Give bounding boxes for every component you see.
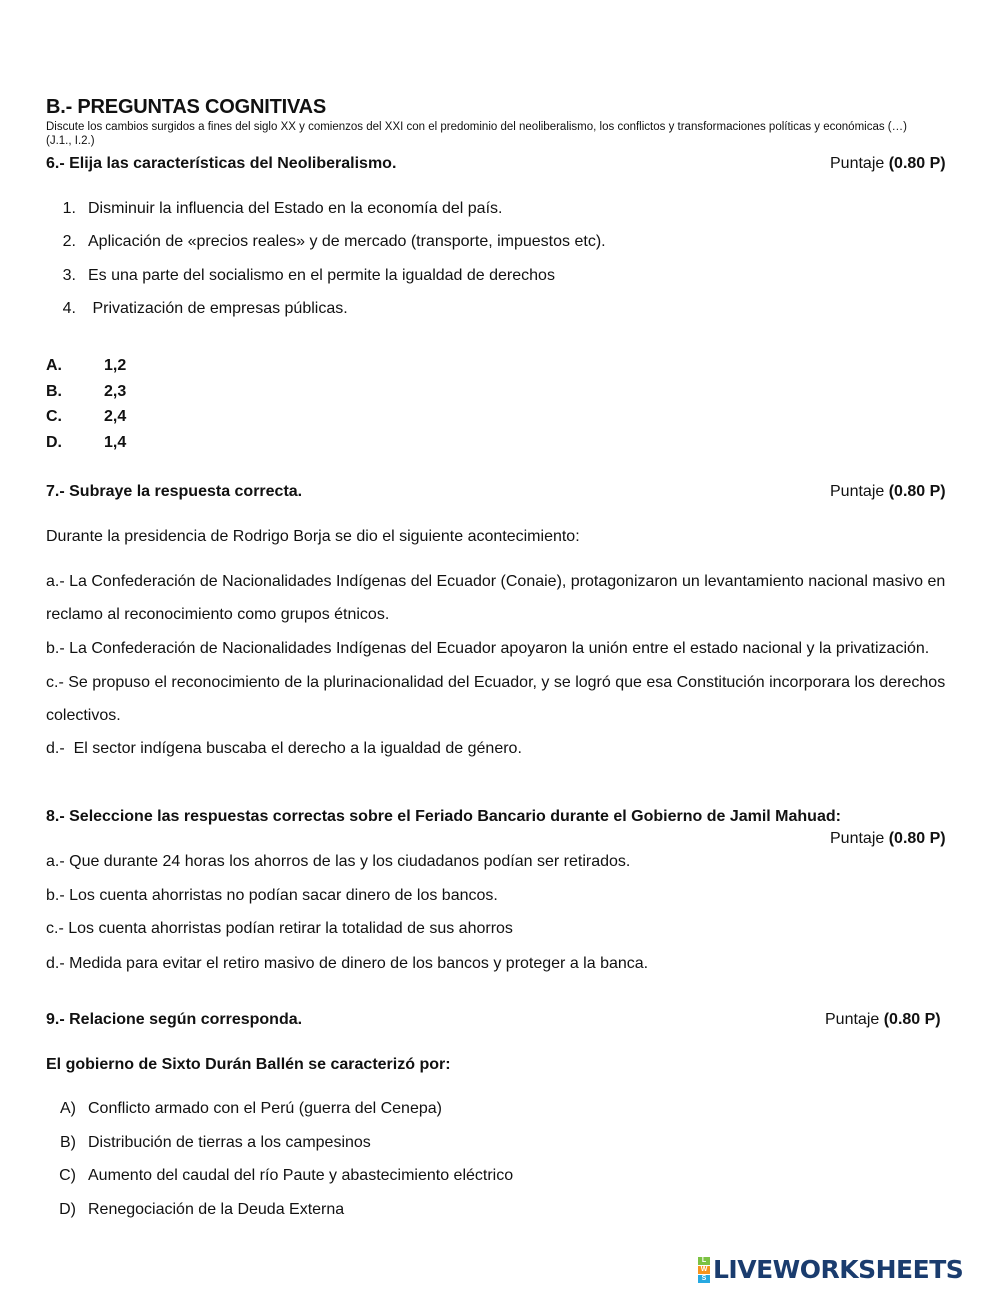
q7-intro: Durante la presidencia de Rodrigo Borja se dio el siguiente acontecimiento: <box>46 528 580 545</box>
item-text: Conflicto armado con el Perú (guerra del Cenepa) <box>88 1100 442 1117</box>
q6-option-c[interactable] <box>46 407 126 427</box>
q6-item <box>48 266 555 286</box>
item-number: 1. <box>62 200 76 217</box>
liveworksheets-logo <box>698 1255 963 1285</box>
q6-item <box>48 232 606 252</box>
q6-title: 6.- Elija las características del Neoliberalismo. <box>46 155 397 172</box>
item-text: Distribución de tierras a los campesinos <box>88 1134 371 1151</box>
q7-title: 7.- Subraye la respuesta correcta. <box>46 483 303 500</box>
logo-block-l: L <box>698 1257 710 1265</box>
score-value: (0.80 P) <box>888 155 946 172</box>
logo-blocks-icon <box>698 1257 710 1283</box>
q6-option-a[interactable] <box>46 356 126 376</box>
option-value: 2,4 <box>104 408 127 425</box>
item-letter: D) <box>59 1201 76 1218</box>
score-label: Puntaje <box>830 483 885 500</box>
q8-option-b[interactable]: b.- Los cuenta ahorristas no podían sacar dinero de los bancos. <box>46 887 498 904</box>
q7-score <box>830 482 946 502</box>
score-label: Puntaje <box>830 830 885 847</box>
score-value: (0.80 P) <box>888 830 946 847</box>
option-letter: B. <box>46 383 62 400</box>
q6-option-d[interactable] <box>46 433 126 453</box>
q8-score <box>830 829 946 849</box>
q9-item <box>48 1166 513 1186</box>
item-text: Aumento del caudal del río Paute y abastecimiento eléctrico <box>88 1167 514 1184</box>
q9-item <box>48 1099 442 1119</box>
score-label: Puntaje <box>830 155 885 172</box>
score-value: (0.80 P) <box>883 1011 941 1028</box>
section-title: B.- PREGUNTAS COGNITIVAS <box>46 96 327 118</box>
option-value: 2,3 <box>104 383 127 400</box>
q7-option-c-cont[interactable]: colectivos. <box>46 707 121 724</box>
item-text: Renegociación de la Deuda Externa <box>88 1201 345 1218</box>
option-letter: C. <box>46 408 62 425</box>
item-number: 4. <box>62 300 76 317</box>
item-number: 2. <box>62 233 76 250</box>
q8-option-a[interactable]: a.- Que durante 24 horas los ahorros de las y los ciudadanos podían ser retirados. <box>46 853 631 870</box>
q9-item <box>48 1133 371 1153</box>
q9-subtitle: El gobierno de Sixto Durán Ballén se caracterizó por: <box>46 1056 451 1073</box>
logo-block-s: S <box>698 1275 710 1283</box>
option-value: 1,2 <box>104 357 127 374</box>
q9-title: 9.- Relacione según corresponda. <box>46 1011 303 1028</box>
logo-text: LIVEWORKSHEETS <box>713 1255 964 1284</box>
item-letter: B) <box>60 1134 76 1151</box>
score-value: (0.80 P) <box>888 483 946 500</box>
item-text: Disminuir la influencia del Estado en la economía del país. <box>88 200 503 217</box>
q6-item <box>48 299 348 319</box>
q7-option-a[interactable]: a.- La Confederación de Nacionalidades Indígenas del Ecuador (Conaie), protagonizaron un levantamiento nacional masivo en <box>46 573 946 590</box>
section-description: Discute los cambios surgidos a fines del siglo XX y comienzos del XXI con el predominio del neoliberalismo, los conflictos y transformaciones políticas y económicas (…) <box>46 121 907 133</box>
item-letter: C) <box>59 1167 76 1184</box>
q7-option-d[interactable]: d.- El sector indígena buscaba el derecho a la igualdad de género. <box>46 740 522 757</box>
q9-item <box>48 1200 344 1220</box>
q8-option-d[interactable]: d.- Medida para evitar el retiro masivo de dinero de los bancos y proteger a la banca. <box>46 955 649 972</box>
q6-item <box>48 199 502 219</box>
item-letter: A) <box>60 1100 76 1117</box>
q7-option-c[interactable]: c.- Se propuso el reconocimiento de la plurinacionalidad del Ecuador, y se logró que esa Constitución incorporara los derechos <box>46 674 946 691</box>
q9-score <box>825 1010 941 1030</box>
section-criteria: (J.1., I.2.) <box>46 135 95 147</box>
item-text: Es una parte del socialismo en el permite la igualdad de derechos <box>88 267 555 284</box>
option-value: 1,4 <box>104 434 127 451</box>
option-letter: A. <box>46 357 62 374</box>
q6-option-b[interactable] <box>46 382 126 402</box>
logo-block-w: W <box>698 1266 710 1274</box>
q7-option-a-cont[interactable]: reclamo al reconocimiento como grupos étnicos. <box>46 606 390 623</box>
q8-title: 8.- Seleccione las respuestas correctas sobre el Feriado Bancario durante el Gobierno de Jamil Mahuad: <box>46 808 841 825</box>
q6-score <box>830 154 946 174</box>
q7-option-b[interactable]: b.- La Confederación de Nacionalidades Indígenas del Ecuador apoyaron la unión entre el estado nacional y la privatización. <box>46 640 930 657</box>
item-text: Aplicación de «precios reales» y de mercado (transporte, impuestos etc). <box>88 233 606 250</box>
option-letter: D. <box>46 434 62 451</box>
score-label: Puntaje <box>825 1011 880 1028</box>
q8-option-c[interactable]: c.- Los cuenta ahorristas podían retirar la totalidad de sus ahorros <box>46 920 513 937</box>
item-number: 3. <box>62 267 76 284</box>
item-text: Privatización de empresas públicas. <box>88 300 348 317</box>
